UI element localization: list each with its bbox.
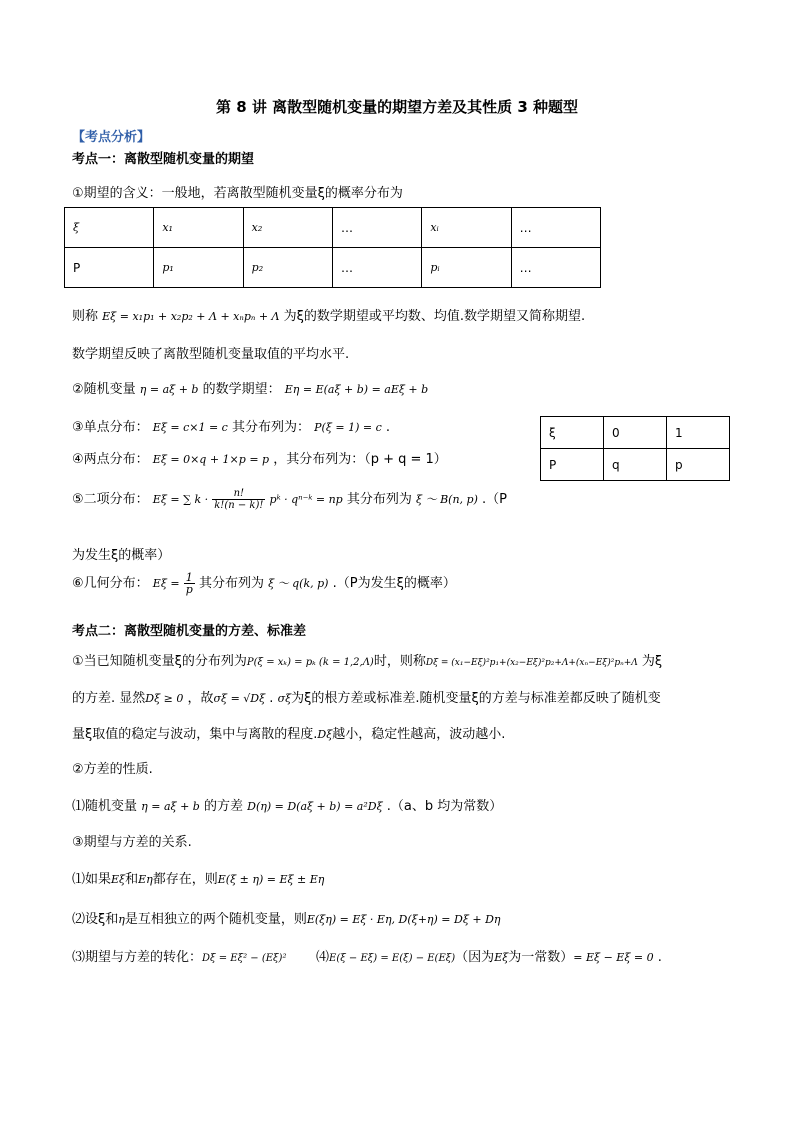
table-cell: 0: [603, 417, 666, 449]
formula: ξ ～ q(k, p): [268, 577, 329, 590]
formula: pᵏ · qⁿ⁻ᵏ = np: [269, 493, 343, 506]
table-row: [541, 417, 730, 449]
table-row: [65, 248, 601, 288]
formula: P(ξ = xₖ) = pₖ (k = 1,2,Λ): [246, 657, 374, 668]
formula: Dξ: [317, 728, 333, 741]
formula: Eξ = c×1 = c: [152, 421, 228, 434]
expectation-intro: ①期望的含义：一般地，若离散型随机变量ξ的概率分布为: [72, 186, 403, 201]
table-cell: x₁: [154, 208, 243, 248]
table-cell: …: [511, 248, 600, 288]
text: 则称: [72, 309, 99, 324]
text: 都存在，则: [152, 872, 218, 887]
text: 的方差: [203, 799, 243, 814]
text: ，故: [183, 691, 214, 706]
text: ⑤二项分布：: [72, 492, 149, 507]
text: ⑥几何分布：: [72, 576, 149, 591]
table-cell: P: [541, 449, 604, 481]
expectation-formula: Eξ = x₁p₁ + x₂p₂ + Λ + xₙpₙ + Λ: [102, 310, 280, 323]
formula: P(ξ = 1) = c: [314, 421, 382, 434]
formula: Dξ ≥ 0: [145, 692, 184, 705]
text: .（a、b 均为常数）: [386, 799, 503, 814]
formula: D(η) = D(aξ + b) = a²Dξ: [247, 800, 383, 813]
table-cell: 1: [666, 417, 729, 449]
formula: Eξ: [111, 873, 126, 886]
formula: Eξ =: [152, 577, 180, 590]
table-cell: …: [332, 248, 421, 288]
expectation-definition: [72, 305, 585, 324]
formula: Eξ: [494, 951, 509, 964]
text: 其分布列为: [346, 492, 412, 507]
fraction-numerator: 1: [184, 572, 195, 584]
formula: Eη = E(aξ + b) = aEξ + b: [284, 383, 429, 396]
text: .: [265, 691, 274, 706]
relation-item-3: [72, 946, 286, 965]
text: ⑴如果: [72, 872, 112, 887]
relation-item-2: [72, 908, 501, 927]
relation-item-4: [316, 946, 662, 965]
table-cell: …: [332, 208, 421, 248]
page-title: 第 8 讲 离散型随机变量的期望方差及其性质 3 种题型: [216, 98, 578, 116]
formula: Eξ = 0×q + 1×p = p: [152, 453, 270, 466]
table-cell: ξ: [541, 417, 604, 449]
formula: Eξ = ∑ k ·: [152, 493, 209, 506]
text: 其分布列为：: [231, 420, 310, 435]
formula: η = aξ + b: [141, 800, 200, 813]
table-row: [541, 449, 730, 481]
text: 越小，稳定性越高，波动越小.: [332, 727, 506, 742]
text: （因为: [455, 950, 495, 965]
table-cell: pᵢ: [422, 248, 511, 288]
binomial-distribution: [72, 488, 507, 511]
table-cell: xᵢ: [422, 208, 511, 248]
text: .（P: [482, 492, 507, 507]
text: ②随机变量: [72, 382, 136, 397]
text: .: [653, 950, 662, 965]
text: ，其分布列为：（p + q = 1）: [273, 452, 447, 467]
variance-definition-line2: [72, 687, 661, 706]
expectation-reflect: 数学期望反映了离散型随机变量取值的平均水平.: [72, 347, 350, 362]
text: ③单点分布：: [72, 420, 149, 435]
formula: η: [118, 913, 125, 926]
table-cell: p₂: [243, 248, 332, 288]
text: 为ξ的数学期望或平均数、均值.数学期望又简称期望.: [283, 309, 586, 324]
text: 时，则称: [373, 654, 426, 669]
binomial-fraction: [212, 488, 265, 511]
formula: σξ: [277, 692, 292, 705]
formula: E(ξ ± η) = Eξ ± Eη: [217, 873, 325, 886]
point2-heading: 考点二：离散型随机变量的方差、标准差: [72, 624, 307, 639]
formula: = Eξ − Eξ = 0: [573, 951, 654, 964]
text: 为ξ: [637, 654, 663, 669]
text: 和: [125, 872, 139, 887]
binomial-continuation: 为发生ξ的概率）: [72, 548, 171, 563]
variance-definition-line1: [72, 650, 662, 669]
fraction-denominator: k!(n − k)!: [214, 500, 264, 511]
variance-definition-line3: [72, 723, 505, 742]
formula: Dξ = Eξ² − (Eξ)²: [202, 953, 287, 964]
fraction-numerator: n!: [212, 488, 265, 500]
text: 其分布列为: [198, 576, 264, 591]
linear-expectation: [72, 378, 428, 397]
variance-properties-heading: ②方差的性质.: [72, 762, 153, 777]
section-tag: 【考点分析】: [72, 130, 151, 145]
two-point-table: [540, 416, 730, 481]
text: 的数学期望：: [202, 382, 281, 397]
table-cell: …: [511, 208, 600, 248]
table-cell: p₁: [154, 248, 243, 288]
distribution-table: [64, 207, 601, 288]
text: ⑷: [316, 950, 330, 965]
relation-item-1: [72, 868, 324, 887]
geometric-distribution: [72, 572, 456, 595]
point1-heading: 考点一：离散型随机变量的期望: [72, 152, 255, 167]
text: 为ξ的根方差或标准差.随机变量ξ的方差与标准差都反映了随机变: [291, 691, 661, 706]
text: .（P为发生ξ的概率）: [332, 576, 456, 591]
text: 的方差. 显然: [72, 691, 146, 706]
table-cell: ξ: [65, 208, 154, 248]
two-point-distribution: [72, 448, 447, 467]
table-cell: p: [666, 449, 729, 481]
text: ①当已知随机变量ξ的分布列为: [72, 654, 247, 669]
table-cell: P: [65, 248, 154, 288]
geometric-fraction: [184, 572, 195, 595]
text: 量ξ取值的稳定与波动，集中与离散的程度.: [72, 727, 318, 742]
text: 是互相独立的两个随机变量，则: [124, 912, 307, 927]
formula: Eη: [138, 873, 153, 886]
text: 为一常数）: [508, 950, 574, 965]
table-cell: x₂: [243, 208, 332, 248]
text: ④两点分布：: [72, 452, 149, 467]
table-row: [65, 208, 601, 248]
formula: E(ξη) = Eξ · Eη, D(ξ+η) = Dξ + Dη: [306, 913, 501, 926]
text: .: [385, 420, 391, 435]
variance-formula: Dξ = (x₁−Eξ)²p₁+(x₂−Eξ)²p₂+Λ+(xₙ−Eξ)²pₙ+Λ: [425, 658, 638, 668]
formula: η = aξ + b: [139, 383, 199, 396]
table-cell: q: [603, 449, 666, 481]
text: ⑵设ξ和: [72, 912, 119, 927]
formula: E(ξ − Eξ) = E(ξ) − E(Eξ): [329, 953, 456, 964]
single-point-distribution: [72, 416, 390, 435]
formula: ξ ～ B(n, p): [416, 493, 478, 506]
text: ⑴随机变量: [72, 799, 138, 814]
fraction-denominator: p: [185, 583, 193, 596]
variance-property-1: [72, 795, 502, 814]
text: ⑶期望与方差的转化：: [72, 950, 203, 965]
relation-heading: ③期望与方差的关系.: [72, 835, 192, 850]
formula: σξ = √Dξ: [213, 692, 266, 705]
